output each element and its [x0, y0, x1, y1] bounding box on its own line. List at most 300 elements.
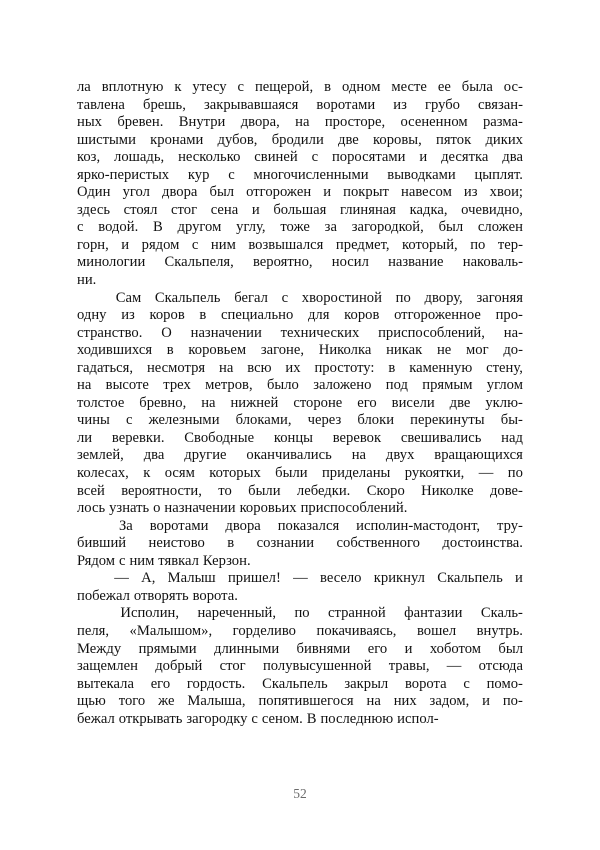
word: воротами [316, 96, 376, 113]
word: исполин-мастодонт, [356, 517, 481, 534]
word: и [515, 570, 523, 587]
word: с [191, 236, 199, 253]
word: дове- [489, 482, 523, 499]
word: на- [503, 324, 523, 341]
word: хоботом [429, 640, 482, 657]
word: фантазии [404, 605, 463, 622]
text-line [77, 500, 523, 518]
word: ним [210, 236, 236, 253]
word: ярко-перистых [77, 166, 170, 183]
text-line [77, 237, 523, 255]
word: двора, [240, 114, 280, 131]
word: специально [221, 307, 294, 324]
word: двух [385, 447, 415, 464]
word: весело [320, 570, 362, 587]
word: бревен. [117, 114, 164, 131]
word: и [251, 201, 260, 218]
text-line [77, 79, 523, 97]
word: сложен [477, 219, 523, 236]
word: название [388, 254, 444, 271]
word: ним [129, 552, 155, 569]
word: полувысушенной [262, 658, 372, 675]
word: шистыми [77, 131, 136, 148]
text-line [77, 202, 523, 220]
word: несмотря [146, 359, 206, 376]
word: не [436, 342, 452, 359]
word: Исполин, [120, 605, 180, 622]
word: назначении [164, 500, 236, 517]
word: щью [77, 693, 106, 710]
word: уклю- [485, 394, 523, 411]
word: дубов, [217, 131, 258, 148]
word: в [324, 79, 332, 95]
word: коров [344, 307, 380, 324]
word: углом [486, 377, 523, 394]
word: чины [77, 412, 110, 429]
text-line [77, 219, 523, 237]
word: За [118, 517, 133, 534]
word: вытекала [77, 675, 134, 692]
word: десятка [441, 149, 489, 166]
word: о [153, 500, 161, 517]
word: осям [164, 465, 195, 482]
word: сеном. [261, 710, 303, 727]
paragraph [77, 605, 523, 728]
word: который, [402, 236, 458, 253]
word: ла [77, 79, 91, 95]
word: гордость. [186, 675, 246, 692]
word: на [366, 693, 381, 710]
page-text-block [77, 79, 523, 728]
word: двору, [424, 289, 463, 306]
word: технических [280, 324, 360, 341]
word: коровьем [188, 342, 247, 359]
word: Сам [115, 289, 142, 306]
word: на [295, 114, 310, 131]
word: горделиво [232, 622, 296, 639]
word: тавлена [77, 96, 125, 113]
word: был [438, 219, 464, 236]
word: два [502, 149, 523, 166]
word: к [143, 465, 151, 482]
word: блоки [357, 412, 395, 429]
word: диких [485, 131, 523, 148]
word: Рядом [77, 552, 116, 569]
text-line [77, 272, 523, 290]
word: их [285, 359, 301, 376]
word: стену, [486, 359, 523, 376]
word: — [114, 570, 129, 587]
word: за [324, 219, 337, 236]
word: из [463, 184, 478, 201]
text-line [77, 588, 523, 606]
word: длинными [214, 640, 280, 657]
text-line [77, 518, 523, 536]
word: всей [77, 482, 105, 499]
word: которых [209, 465, 261, 482]
word: одном [341, 79, 381, 95]
text-line [77, 465, 523, 483]
word: углу, [236, 219, 266, 236]
word: и [323, 184, 332, 201]
word: бродили [271, 131, 324, 148]
word: и [482, 693, 490, 710]
word: прямыми [138, 640, 197, 657]
word: по [395, 289, 411, 306]
word: ли [77, 429, 93, 446]
word: Малыша, [187, 693, 246, 710]
word: коз, [77, 149, 101, 166]
word: другие [184, 447, 227, 464]
word: под [385, 377, 408, 394]
word: стоял [123, 201, 158, 218]
word: по [470, 236, 486, 253]
word: побежал [77, 587, 130, 604]
word: последнюю [320, 710, 394, 727]
word: тявкал [158, 552, 199, 569]
word: многочисленными [253, 166, 369, 183]
word: брешь, [143, 96, 186, 113]
word: из [393, 96, 407, 113]
word: ее [437, 79, 451, 95]
word: приспособлений, [378, 324, 485, 341]
text-line [77, 114, 523, 132]
word: висели [391, 394, 435, 411]
word: коров [149, 307, 185, 324]
word: на [77, 377, 92, 394]
word: бревно, [139, 394, 187, 411]
word: высоте [105, 377, 149, 394]
word: другом [177, 219, 222, 236]
word: попятившегося [258, 693, 354, 710]
word: с [119, 552, 126, 569]
paragraph [77, 570, 523, 605]
word: две [449, 394, 471, 411]
paragraph [77, 79, 523, 290]
word: бы- [500, 412, 523, 429]
word: трех [163, 377, 191, 394]
word: них [393, 693, 417, 710]
word: ни. [77, 272, 97, 289]
word: по- [502, 693, 523, 710]
word: возвышался [248, 236, 324, 253]
word: прямым [422, 377, 473, 394]
word: Малыш [167, 570, 216, 587]
word: в [388, 359, 396, 376]
word: защемлен [77, 658, 138, 675]
word: из [121, 307, 135, 324]
text-line [77, 430, 523, 448]
text-line [77, 693, 523, 711]
page-number: 52 [293, 786, 307, 801]
word: кронами [150, 131, 204, 148]
word: В [153, 219, 163, 236]
word: его [367, 640, 388, 657]
word: вероятно, [252, 254, 313, 271]
word: вошел [416, 622, 457, 639]
word: ных [77, 114, 102, 131]
word: собственного [336, 535, 420, 552]
text-line [77, 132, 523, 150]
word: каменную [409, 359, 473, 376]
word: вращающихся [434, 447, 523, 464]
word: двора [225, 517, 261, 534]
word: отгорожен [246, 184, 312, 201]
word: задом, [429, 693, 470, 710]
word: тоже [280, 219, 310, 236]
word: до- [503, 342, 523, 359]
word: поросятами [331, 149, 406, 166]
word: помо- [486, 675, 523, 692]
word: открывать [118, 710, 183, 727]
text-line [77, 149, 523, 167]
word: над [501, 429, 523, 446]
word: ворота [404, 675, 447, 692]
text-line [77, 97, 523, 115]
word: пещерой, [254, 79, 314, 95]
word: ходившихся [77, 342, 153, 359]
word: рядом [141, 236, 180, 253]
text-line [77, 377, 523, 395]
word: Скальпель [262, 675, 328, 692]
word: глиняная [339, 201, 397, 218]
word: неистово [148, 535, 205, 552]
word: грубо [424, 96, 460, 113]
word: и [419, 149, 428, 166]
word: пеля, [77, 622, 110, 639]
word: закрывавшаяся [203, 96, 299, 113]
word: к [174, 79, 182, 95]
word: на [201, 394, 216, 411]
word: кур [187, 166, 210, 183]
word: навесом [401, 184, 452, 201]
word: стороне [293, 394, 343, 411]
word: железными [148, 412, 220, 429]
word: в [199, 307, 207, 324]
text-line [77, 623, 523, 641]
word: В [306, 710, 317, 727]
word: бивший [77, 535, 127, 552]
word: несколько [178, 149, 241, 166]
word: толстое [77, 394, 125, 411]
word: колесах, [77, 465, 129, 482]
word: тру- [497, 517, 523, 534]
word: Внутри [178, 114, 226, 131]
word: отгороженное [394, 307, 481, 324]
text-line [77, 307, 523, 325]
word: на [351, 447, 367, 464]
text-line [77, 483, 523, 501]
text-line [77, 570, 523, 588]
word: стог [219, 658, 246, 675]
word: Скоро [366, 482, 405, 499]
text-line [77, 342, 523, 360]
word: свиней [254, 149, 298, 166]
word: сена [210, 201, 239, 218]
word: внутрь. [476, 622, 523, 639]
word: лебедки. [296, 482, 351, 499]
word: был [209, 184, 235, 201]
word: с [311, 149, 319, 166]
word: связан- [478, 96, 523, 113]
word: про- [495, 307, 523, 324]
word: было [266, 377, 299, 394]
word: рукоятки, [404, 465, 465, 482]
word: загоне, [260, 342, 305, 359]
word: наковаль- [462, 254, 523, 271]
word: тер- [497, 236, 523, 253]
word: две [338, 131, 359, 148]
text-line [77, 676, 523, 694]
word: Один [77, 184, 111, 201]
word: просторе, [324, 114, 386, 131]
word: Николке [421, 482, 474, 499]
word: загоняя [476, 289, 523, 306]
word: отсюда [478, 658, 523, 675]
word: водой. [98, 219, 139, 236]
word: перекинуты [410, 412, 485, 429]
word: Свободные [184, 429, 255, 446]
word: Скальпель [437, 570, 503, 587]
word: с [281, 289, 289, 306]
word: Николка [318, 342, 372, 359]
word: с [77, 219, 84, 236]
word: с [125, 412, 133, 429]
word: крикнул [373, 570, 425, 587]
word: бежал [77, 710, 115, 727]
word: то [218, 482, 232, 499]
word: покачиваясь, [316, 622, 397, 639]
word: лошадь, [114, 149, 165, 166]
text-line [77, 658, 523, 676]
word: загородкой, [351, 219, 424, 236]
word: бегал [234, 289, 268, 306]
word: достоинства. [442, 535, 523, 552]
word: никак [386, 342, 423, 359]
text-line [77, 535, 523, 553]
word: с [463, 675, 470, 692]
word: коровы, [373, 131, 422, 148]
word: добрый [155, 658, 203, 675]
word: же [158, 693, 175, 710]
word: на [219, 359, 234, 376]
text-line [77, 325, 523, 343]
text-line [77, 395, 523, 413]
word: землей, [77, 447, 124, 464]
word: «Малышом», [129, 622, 213, 639]
word: минологии [77, 254, 146, 271]
word: ос- [503, 79, 523, 95]
word: того [118, 693, 146, 710]
word: — [446, 658, 462, 675]
word: закрыл [344, 675, 389, 692]
word: вероятности, [121, 482, 202, 499]
word: с [251, 710, 258, 727]
word: утесу [192, 79, 227, 95]
word: выводками [387, 166, 456, 183]
word: мог [466, 342, 489, 359]
word: в [227, 535, 235, 552]
word: осененном [400, 114, 468, 131]
word: приделаны [321, 465, 391, 482]
word: был [498, 640, 523, 657]
word: назначении [190, 324, 262, 341]
word: и [121, 236, 130, 253]
word: отворять [133, 587, 189, 604]
text-line [77, 447, 523, 465]
word: сознании [256, 535, 315, 552]
word: одну [77, 307, 107, 324]
word: очевидно, [461, 201, 523, 218]
word: бивнями [296, 640, 351, 657]
text-line [77, 360, 523, 378]
word: через [307, 412, 342, 429]
word: А, [141, 570, 156, 587]
word: странство. [77, 324, 143, 341]
word: метров, [205, 377, 253, 394]
word: испол- [397, 710, 439, 727]
word: пришел! [227, 570, 281, 587]
word: хворостиной [301, 289, 382, 306]
word: большая [273, 201, 327, 218]
word: здесь [77, 201, 111, 218]
paragraph [77, 518, 523, 571]
word: воротами [149, 517, 209, 534]
text-line [77, 711, 523, 729]
word: покрыт [343, 184, 389, 201]
word: узнать [109, 500, 150, 517]
word: Скальпель [154, 289, 221, 306]
word: нижней [230, 394, 279, 411]
word: его [150, 675, 171, 692]
word: коровьих [239, 500, 297, 517]
word: два [143, 447, 165, 464]
word: Скаль- [480, 605, 523, 622]
word: была [461, 79, 493, 95]
text-line [77, 605, 523, 623]
word: хвои; [489, 184, 523, 201]
word: свешивались [400, 429, 482, 446]
word: по [294, 605, 310, 622]
word: носил [331, 254, 369, 271]
word: О [161, 324, 172, 341]
word: — [293, 570, 308, 587]
word: гадаться, [77, 359, 134, 376]
word: загородку [186, 710, 248, 727]
paragraph [77, 290, 523, 518]
word: его [357, 394, 377, 411]
text-line [77, 184, 523, 202]
word: двора [162, 184, 198, 201]
word: пяток [436, 131, 472, 148]
word: всю [247, 359, 272, 376]
word: ворота. [192, 587, 238, 604]
word: заложено [313, 377, 372, 394]
text-line [77, 290, 523, 308]
word: нареченный, [197, 605, 277, 622]
word: предмет, [335, 236, 390, 253]
text-line [77, 553, 523, 571]
word: вплотную [101, 79, 164, 95]
word: Скальпеля, [164, 254, 234, 271]
word: и [404, 640, 413, 657]
word: концы [273, 429, 313, 446]
text-line [77, 167, 523, 185]
word: месте [391, 79, 427, 95]
text-line [77, 412, 523, 430]
word: приспособлений. [300, 500, 408, 517]
word: кадка, [409, 201, 448, 218]
